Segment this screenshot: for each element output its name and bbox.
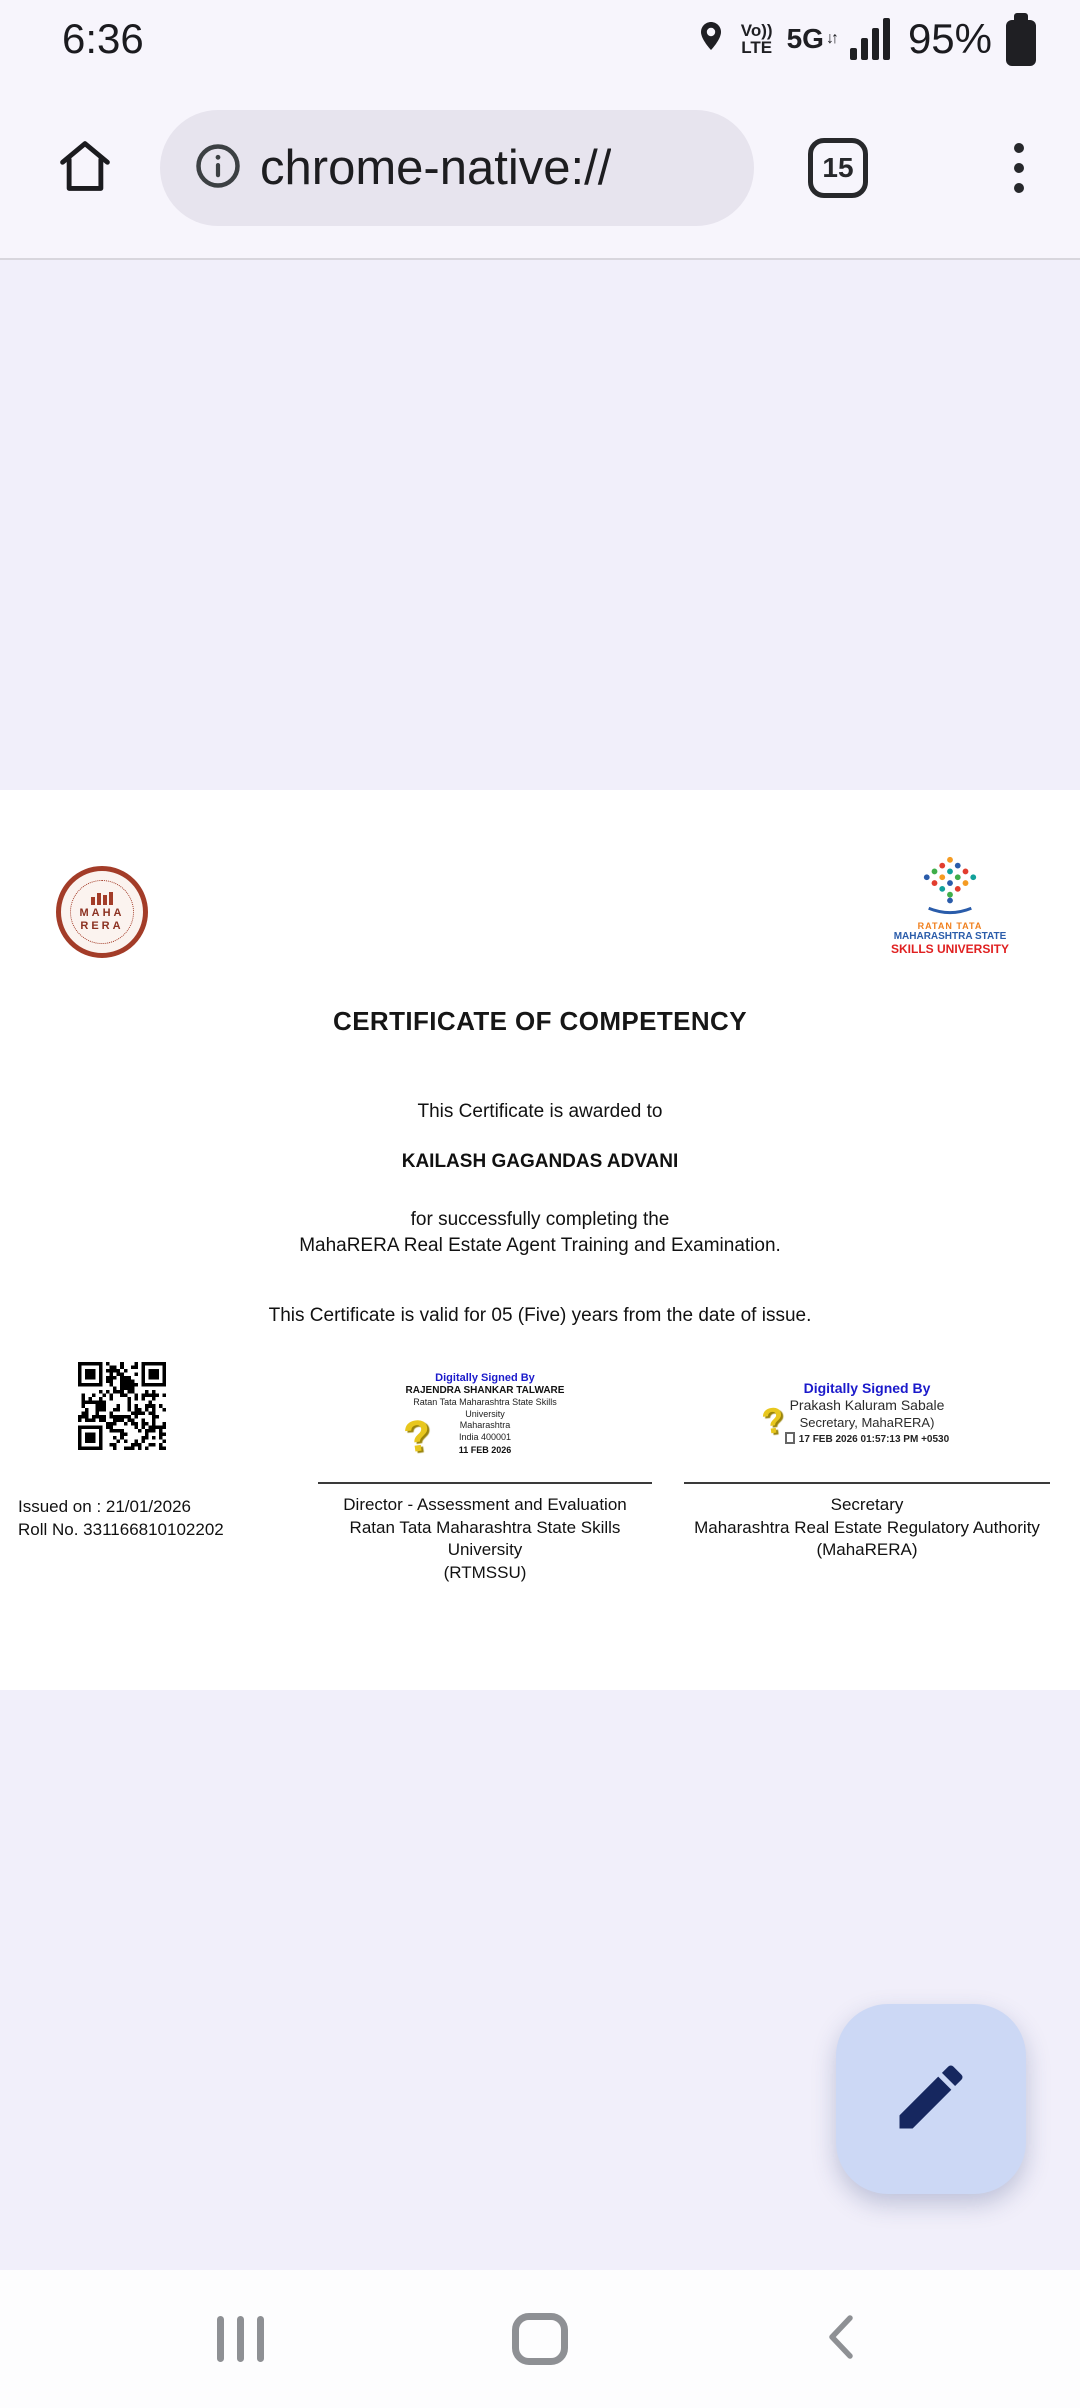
- secretary-digital-signature: Digitally Signed By Prakash Kaluram Sabale Secretary, MahaRERA) 17 FEB 2026 01:57:13 PM +0530 ?: [759, 1380, 950, 1445]
- overflow-menu-icon: [1014, 143, 1024, 153]
- clock: 6:36: [62, 15, 144, 62]
- signature-line: [318, 1482, 652, 1484]
- certificate-page: [0, 790, 1080, 1690]
- edit-fab-button[interactable]: [836, 2004, 1026, 2194]
- director-digital-signature: Digitally Signed By RAJENDRA SHANKAR TALWARE Ratan Tata Maharashtra State Skills University Maharashtra India 400001 11 FEB 2026 ?: [400, 1372, 565, 1463]
- broken-image-question-icon: ?: [759, 1398, 787, 1443]
- validity-line: This Certificate is valid for 05 (Five) years from the date of issue.: [268, 1305, 812, 1327]
- skills-university-logo: RATAN TATA MAHARASHTRA STATE SKILLS UNIVERSITY: [870, 854, 1030, 956]
- home-nav-button[interactable]: [504, 2303, 576, 2375]
- secretary-signature-column: [684, 1372, 1050, 1562]
- signature-line: [684, 1482, 1050, 1484]
- recents-icon: [217, 2316, 264, 2362]
- network-5g-icon: 5G ↓↑: [786, 23, 836, 54]
- tab-switcher-button[interactable]: [808, 138, 868, 198]
- status-bar: [0, 0, 1080, 78]
- roll-no: Roll No. 331166810102202: [18, 1519, 224, 1539]
- completion-line: for successfully completing the MahaRERA Real Estate Agent Training and Examination.: [299, 1209, 781, 1257]
- pdf-background-bottom: [0, 1690, 1080, 2270]
- director-caption: Director - Assessment and Evaluation Ratan Tata Maharashtra State Skills University (RTMSSU): [343, 1495, 627, 1582]
- qr-code: [78, 1362, 166, 1450]
- issue-column: [18, 1362, 318, 1542]
- browser-toolbar: [0, 78, 1080, 260]
- overflow-menu-button[interactable]: [1006, 135, 1032, 201]
- signal-bars-icon: [850, 18, 890, 60]
- data-arrows-icon: ↓↑: [825, 30, 836, 47]
- awarded-line: This Certificate is awarded to: [417, 1101, 663, 1122]
- battery-percent: 95%: [907, 15, 992, 62]
- url-text[interactable]: chrome-native://: [260, 141, 612, 195]
- address-bar[interactable]: [160, 110, 754, 226]
- broken-image-question-icon: ?: [400, 1410, 435, 1463]
- pencil-icon: [889, 2055, 973, 2144]
- director-signature-column: [318, 1372, 652, 1584]
- building-icon: [91, 892, 113, 905]
- location-pin-icon: [695, 19, 727, 60]
- maharera-seal-logo: MAHA RERA: [56, 866, 148, 958]
- battery-icon: [1006, 13, 1036, 66]
- issued-on: Issued on : 21/01/2026: [18, 1497, 191, 1516]
- android-navbar: [0, 2270, 1080, 2408]
- dot-tree-icon: [900, 854, 1000, 916]
- timestamp-icon: [785, 1432, 795, 1444]
- volte-icon: Vo)) LTE: [740, 21, 773, 57]
- status-icons: [695, 13, 1036, 66]
- home-button[interactable]: [52, 137, 118, 199]
- info-icon[interactable]: [194, 142, 242, 195]
- tab-count: 15: [822, 152, 854, 183]
- back-icon: [822, 2312, 858, 2367]
- recipient-name: KAILASH GAGANDAS ADVANI: [401, 1151, 679, 1172]
- home-nav-icon: [512, 2313, 568, 2365]
- recents-button[interactable]: [204, 2303, 276, 2375]
- home-icon: [55, 138, 115, 199]
- certificate-title: CERTIFICATE OF COMPETENCY: [333, 1006, 747, 1036]
- pdf-background-top: [0, 260, 1080, 790]
- secretary-caption: Secretary Maharashtra Real Estate Regulatory Authority (MahaRERA): [694, 1495, 1040, 1560]
- back-button[interactable]: [804, 2303, 876, 2375]
